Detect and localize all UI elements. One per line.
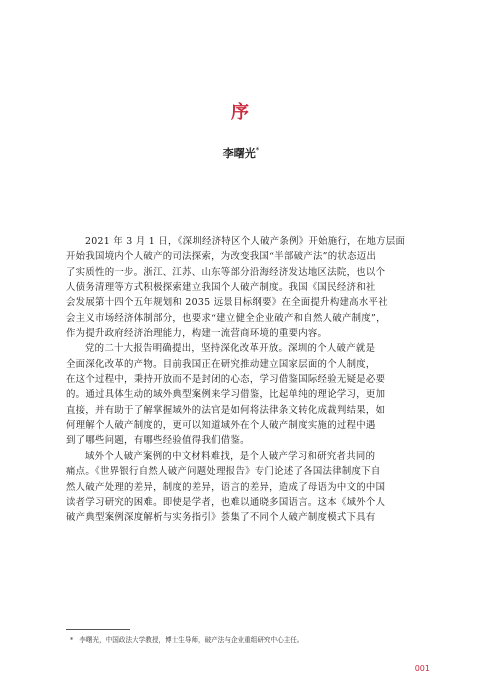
text-line: 在这个过程中，秉持开放而不是封闭的心态，学习借鉴国际经验无疑是必要 [66, 374, 386, 386]
text-line: 直接，并有助于了解掌握域外的法官是如何将法律条文转化成裁判结果，如 [66, 404, 386, 416]
text-line: 到了哪些问题，有哪些经验值得我们借鉴。 [66, 435, 250, 447]
paragraph-2 [66, 341, 432, 448]
page-number: 001 [414, 664, 430, 673]
footnote-mark: * [70, 636, 74, 644]
body-text [66, 234, 432, 526]
text-line: 痛点。《世界银行自然人破产问题处理报告》专门论述了各国法律制度下自 [66, 466, 381, 478]
text-line: 了实质性的一步。浙江、江苏、山东等部分沿海经济发达地区法院，也以个 [66, 266, 386, 278]
author-name: 李曙光 [222, 147, 256, 160]
author-footnote-mark: * [255, 146, 260, 155]
paragraph-3 [66, 449, 432, 526]
text-line: 域外个人破产案例的中文材料难找，是个人破产学习和研究者共同的 [85, 450, 376, 462]
text-line: 破产典型案例深度解析与实务指引》荟集了不同个人破产制度模式下具有 [66, 512, 376, 524]
text-line: 读者学习研究的困难。即使是学者，也难以通晓多国语言。这本《域外个人 [66, 496, 386, 508]
author-line [0, 145, 482, 161]
paragraph-1 [66, 234, 432, 341]
text-line: 开始我国境内个人破产的司法探索，为改变我国“半部破产法”的状态迈出 [66, 251, 377, 263]
page-title: 序 [231, 102, 251, 123]
text-line: 党的二十大报告明确提出，坚持深化改革开放。深圳的个人破产就是 [85, 343, 376, 355]
footnote [70, 636, 430, 645]
text-line: 会主义市场经济体制部分，也要求“建立健全企业破产和自然人破产制度”， [66, 312, 386, 324]
footnote-text: 李曙光，中国政法大学教授，博士生导师，破产法与企业重组研究中心主任。 [79, 636, 304, 644]
text-line: 全面深化改革的产物。目前我国正在研究推动建立国家层面的个人制度， [66, 358, 376, 370]
text-line: 的。通过具体生动的域外典型案例来学习借鉴，比起单纯的理论学习，更加 [66, 389, 386, 401]
text-line: 人债务清理等方式积极探索建立我国个人破产制度。我国《国民经济和社 [66, 282, 376, 294]
text-line: 何理解个人破产制度的，更可以知道域外在个人破产制度实施的过程中遇 [66, 420, 376, 432]
text-line: 2021 年 3 月 1 日，《深圳经济特区个人破产条例》开始施行，在地方层面 [85, 236, 406, 247]
text-line: 会发展第十四个五年规划和 2035 远景目标纲要》在全面提升构建高水平社 [66, 297, 388, 309]
text-line: 作为提升政府经济治理能力，构建一流营商环境的重要内容。 [66, 328, 328, 340]
text-line: 然人破产处理的差异，制度的差异，语言的差异，造成了母语为中文的中国 [66, 481, 386, 493]
footnote-divider [66, 629, 130, 630]
